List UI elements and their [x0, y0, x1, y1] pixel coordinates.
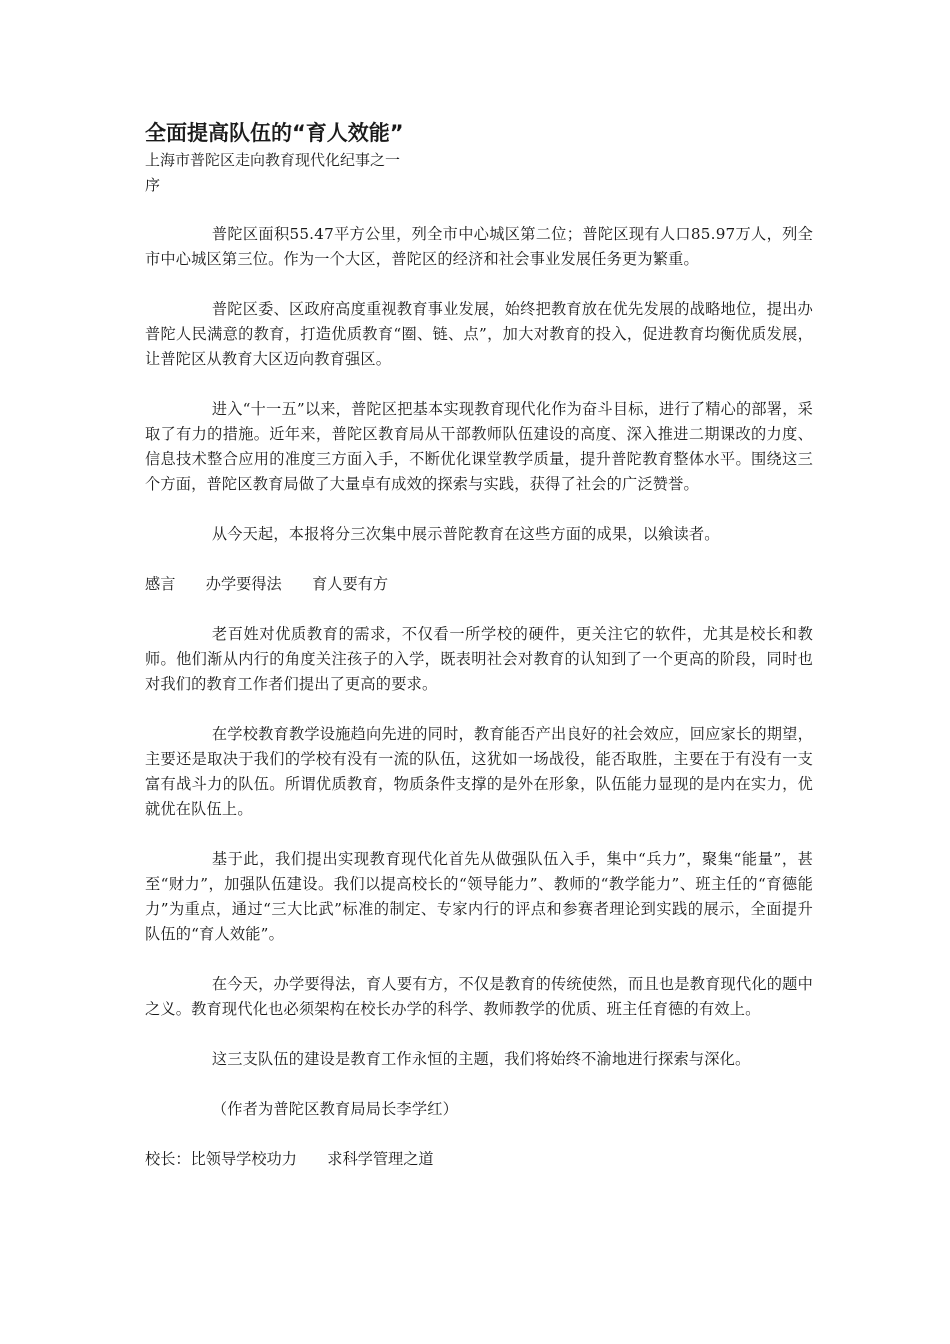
- section-paragraph: 这三支队伍的建设是教育工作永恒的主题，我们将始终不渝地进行探索与深化。: [211, 1050, 751, 1068]
- section-paragraph: 老百姓对优质教育的需求，不仅看一所学校的硬件，更关注它的软件，尤其是校长和教师。他们渐从内行的角度关注孩子的入学，既表明社会对教育的认知到了一个更高的阶段，同时也对我们的教育工作者们提出了更高的要求。: [145, 625, 813, 693]
- preface-label: 序: [145, 176, 161, 194]
- section-paragraph: 基于此，我们提出实现教育现代化首先从做强队伍入手，集中“兵力”，聚集“能量”，甚至“财力”，加强队伍建设。我们以提高校长的“领导能力”、教师的“教学能力”、班主任的“育德能力”为重点，通过“三大比武”标准的制定、专家内行的评点和参赛者理论到实践的展示，全面提升队伍的“育人效能”。: [145, 850, 813, 943]
- section-paragraph: 在今天，办学要得法，育人要有方，不仅是教育的传统使然，而且也是教育现代化的题中之义。教育现代化也必须架构在校长办学的科学、教师教学的优质、班主任育德的有效上。: [145, 975, 813, 1018]
- author-note: （作者为普陀区教育局局长李学红）: [211, 1100, 459, 1118]
- section-heading-principal: 校长：比领导学校功力 求科学管理之道: [145, 1150, 434, 1168]
- section-paragraph: 在学校教育教学设施趋向先进的同时，教育能否产出良好的社会效应，回应家长的期望，主要还是取决于我们的学校有没有一流的队伍，这犹如一场战役，能否取胜，主要在于有没有一支富有战斗力的队伍。所谓优质教育，物质条件支撑的是外在形象，队伍能力显现的是内在实力，优就优在队伍上。: [145, 725, 813, 818]
- preface-paragraph: 普陀区委、区政府高度重视教育事业发展，始终把教育放在优先发展的战略地位，提出办普陀人民满意的教育，打造优质教育“圈、链、点”，加大对教育的投入，促进教育均衡优质发展，让普陀区从教育大区迈向教育强区。: [145, 300, 813, 368]
- article-title: 全面提高队伍的“育人效能”: [145, 121, 404, 145]
- preface-paragraph: 普陀区面积55.47平方公里，列全市中心城区第二位；普陀区现有人口85.97万人，列全市中心城区第三位。作为一个大区，普陀区的经济和社会事业发展任务更为繁重。: [145, 225, 813, 268]
- section-heading-speech: 感言 办学要得法 育人要有方: [145, 575, 388, 593]
- article-subtitle: 上海市普陀区走向教育现代化纪事之一: [145, 151, 401, 169]
- document-page: [145, 118, 813, 1172]
- preface-paragraph: 进入“十一五”以来，普陀区把基本实现教育现代化作为奋斗目标，进行了精心的部署，采取了有力的措施。近年来，普陀区教育局从干部教师队伍建设的高度、深入推进二期课改的力度、信息技术整合应用的准度三方面入手，不断优化课堂教学质量，提升普陀教育整体水平。围绕这三个方面，普陀区教育局做了大量卓有成效的探索与实践，获得了社会的广泛赞誉。: [145, 400, 813, 493]
- preface-paragraph: 从今天起，本报将分三次集中展示普陀教育在这些方面的成果，以飨读者。: [211, 525, 720, 543]
